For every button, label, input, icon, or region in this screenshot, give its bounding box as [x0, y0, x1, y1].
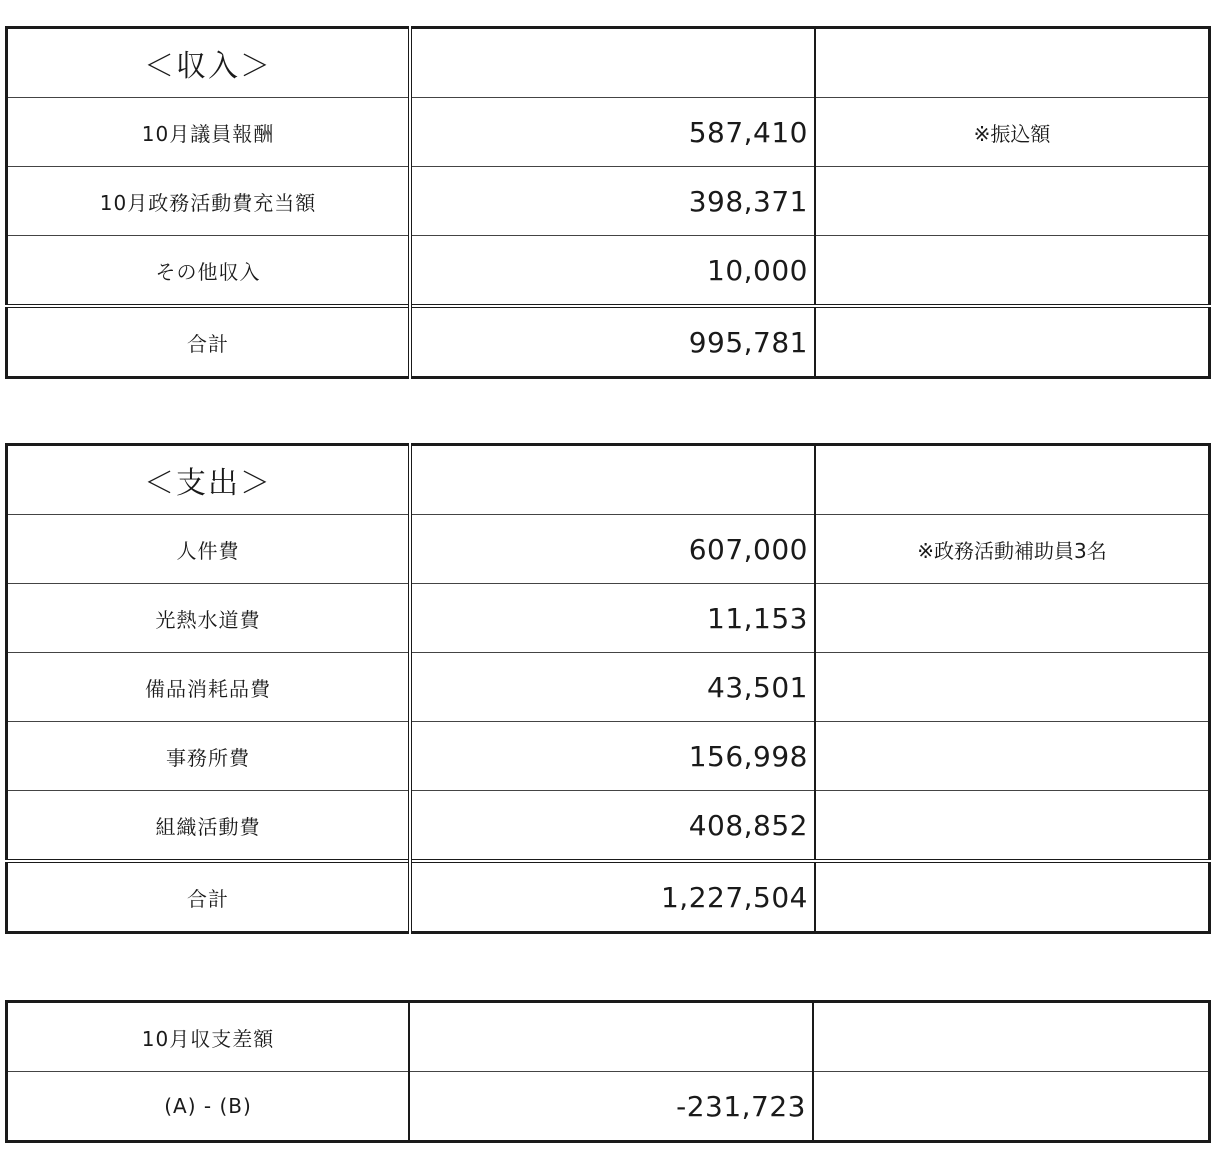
balance-amount: -231,723 — [409, 1072, 813, 1142]
balance-value-row — [7, 1072, 1210, 1142]
expense-header-row — [7, 445, 1210, 515]
expense-row-label: 光熱水道費 — [7, 584, 411, 653]
income-total-note — [815, 306, 1210, 378]
expense-row-note — [815, 653, 1210, 722]
income-row-amount: 398,371 — [410, 167, 815, 236]
balance-title: 10月収支差額 — [7, 1002, 410, 1072]
income-row-note — [815, 236, 1210, 307]
expense-total-note — [815, 861, 1210, 933]
income-row-label: 10月議員報酬 — [7, 98, 411, 167]
expense-header-note-cell — [815, 445, 1210, 515]
expense-row-note — [815, 791, 1210, 862]
balance-note-cell — [813, 1072, 1210, 1142]
income-total-label: 合計 — [7, 306, 411, 378]
expense-row-amount: 408,852 — [410, 791, 815, 862]
expense-table — [5, 443, 1211, 934]
income-section-title: ＜収入＞ — [7, 28, 411, 98]
income-header-row — [7, 28, 1210, 98]
balance-formula: (A) - (B) — [7, 1072, 410, 1142]
expense-row — [7, 791, 1210, 862]
balance-title-row — [7, 1002, 1210, 1072]
balance-table — [5, 1000, 1211, 1143]
income-row — [7, 236, 1210, 307]
income-total-amount: 995,781 — [410, 306, 815, 378]
income-row-note: ※振込額 — [815, 98, 1210, 167]
expense-row-label: 事務所費 — [7, 722, 411, 791]
income-row-note — [815, 167, 1210, 236]
expense-row — [7, 515, 1210, 584]
expense-row — [7, 653, 1210, 722]
expense-section-title: ＜支出＞ — [7, 445, 411, 515]
income-row — [7, 98, 1210, 167]
expense-total-label: 合計 — [7, 861, 411, 933]
income-table — [5, 26, 1211, 379]
income-total-row — [7, 306, 1210, 378]
expense-row — [7, 584, 1210, 653]
balance-title-amount-cell — [409, 1002, 813, 1072]
income-header-amount-cell — [410, 28, 815, 98]
income-row — [7, 167, 1210, 236]
expense-row — [7, 722, 1210, 791]
expense-row-note: ※政務活動補助員3名 — [815, 515, 1210, 584]
expense-row-label: 人件費 — [7, 515, 411, 584]
income-row-amount: 587,410 — [410, 98, 815, 167]
expense-row-note — [815, 584, 1210, 653]
income-row-label: 10月政務活動費充当額 — [7, 167, 411, 236]
expense-row-note — [815, 722, 1210, 791]
income-header-note-cell — [815, 28, 1210, 98]
balance-title-note-cell — [813, 1002, 1210, 1072]
expense-header-amount-cell — [410, 445, 815, 515]
expense-row-amount: 156,998 — [410, 722, 815, 791]
income-row-amount: 10,000 — [410, 236, 815, 307]
expense-row-label: 組織活動費 — [7, 791, 411, 862]
expense-total-amount: 1,227,504 — [410, 861, 815, 933]
income-row-label: その他収入 — [7, 236, 411, 307]
expense-total-row — [7, 861, 1210, 933]
expense-row-amount: 607,000 — [410, 515, 815, 584]
expense-row-label: 備品消耗品費 — [7, 653, 411, 722]
expense-row-amount: 43,501 — [410, 653, 815, 722]
expense-row-amount: 11,153 — [410, 584, 815, 653]
